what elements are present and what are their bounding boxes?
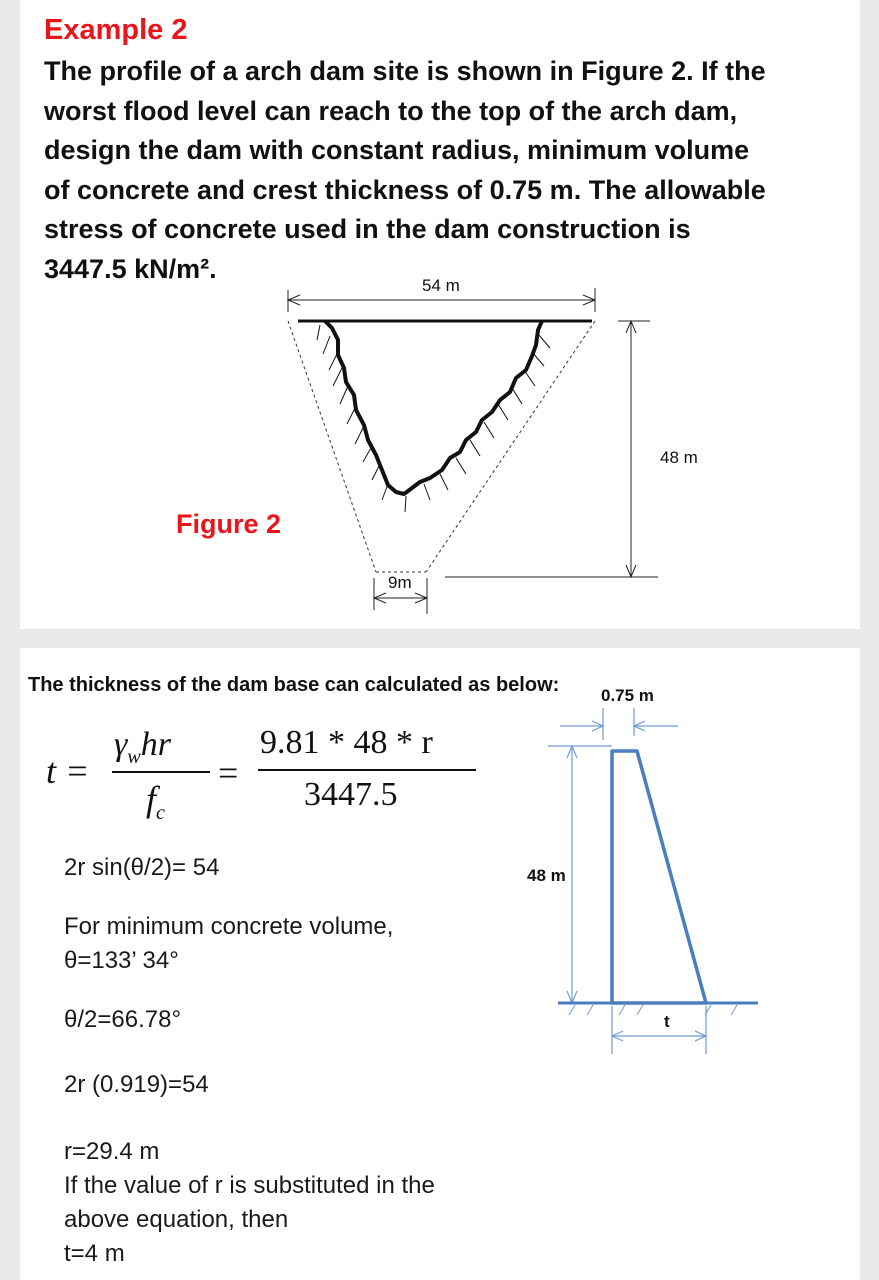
- valley-rock-profile: [325, 321, 542, 494]
- formula-numerator-2: 9.81 * 48 * r: [260, 724, 433, 761]
- result-value: t=4 m: [64, 1240, 125, 1267]
- problem-line: of concrete and crest thickness of 0.75 m. The allowable: [44, 174, 766, 205]
- solution-card: [20, 648, 860, 1280]
- solution-heading: The thickness of the dam base can calculated as below:: [28, 674, 560, 696]
- problem-line: stress of concrete used in the dam construction is: [44, 214, 691, 244]
- height-dimension: [445, 321, 658, 577]
- top-width-label: 54 m: [422, 276, 460, 295]
- problem-line: worst flood level can reach to the top of the arch dam,: [44, 95, 738, 126]
- theta-value: θ=133’ 34°: [64, 947, 179, 974]
- substitute-text-1: If the value of r is substituted in the: [64, 1172, 435, 1199]
- figure-label: Figure 2: [176, 509, 282, 539]
- formula-denominator-2: 3447.5: [304, 776, 398, 813]
- problem-line: design the dam with constant radius, minimum volume: [44, 135, 750, 165]
- half-theta-value: θ/2=66.78°: [64, 1006, 182, 1033]
- height-label: 48 m: [660, 448, 698, 467]
- rock-hatching: [317, 325, 550, 512]
- ground-hatching: [569, 1005, 737, 1015]
- dam-profile: [612, 751, 706, 1003]
- valley-profile-figure: [20, 0, 860, 629]
- r-value: r=29.4 m: [64, 1138, 160, 1165]
- bottom-width-label: 9m: [388, 573, 412, 592]
- formula-numerator-1: $\gamma_whr$: [114, 726, 171, 768]
- example-title: Example 2: [44, 14, 188, 46]
- problem-line: The profile of a arch dam site is shown in Figure 2. If the: [44, 56, 766, 86]
- formula-equals: =: [218, 753, 239, 793]
- formula-denominator-1: $f_c$: [146, 779, 165, 825]
- crest-dimension: [560, 708, 678, 740]
- section-height-label: 48 m: [527, 866, 566, 885]
- sin-equation: 2r sin(θ/2)= 54: [64, 854, 220, 881]
- r-equation: 2r (0.919)=54: [64, 1071, 209, 1098]
- problem-line: 3447.5 kN/m².: [44, 253, 217, 284]
- min-volume-text: For minimum concrete volume,: [64, 913, 394, 940]
- example-card: [20, 0, 860, 629]
- dashed-outline: [288, 321, 595, 572]
- base-dimension: [612, 1006, 706, 1054]
- base-label: t: [664, 1012, 670, 1031]
- substitute-text-2: above equation, then: [64, 1206, 289, 1233]
- crest-label: 0.75 m: [601, 686, 654, 705]
- formula-lhs: t =: [46, 751, 90, 791]
- dam-cross-section: [20, 648, 860, 1280]
